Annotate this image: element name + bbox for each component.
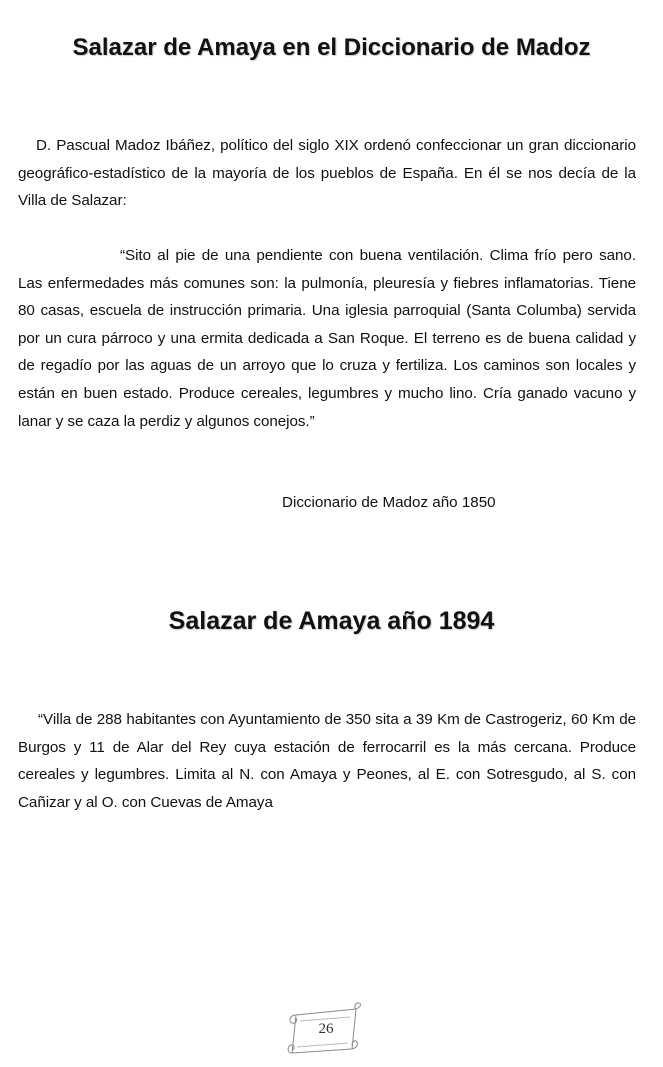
quote-1894: “Villa de 288 habitantes con Ayuntamiento de 350 sita a 39 Km de Castrogeriz, 60 Km de Burgos y 11 de Alar del Rey cuya estación de ferrocarril es la más cercana. Produce cereales y legumbres. Limita al N. con Amaya y Peones, al E. con Sotresgudo, al S. con Cañizar y al O. con Cuevas de Amaya <box>18 711 636 811</box>
madoz-quote: “Sito al pie de una pendiente con buena ventilación. Clima frío pero sano. Las enfermedades más comunes son: la pulmonía, pleuresía y fiebres inflamatorias. Tiene 80 casas, escuela de instrucción primaria. Una iglesia parroquial (Santa Columba) servida por un cura párroco y una ermita dedicada a San Roque. El terreno es de buena calidad y de regadío por las aguas de un arroyo que lo cruza y fertiliza. Los caminos son locales y están en buen estado. Produce cereales, legumbres y mucho lino. Cría ganado vacuno y lanar y se caza la perdiz y algunos conejos.” <box>18 247 636 430</box>
quote-attribution: Diccionario de Madoz año 1850 <box>282 494 496 511</box>
section-title-1894: Salazar de Amaya año 1894 <box>168 607 495 635</box>
intro-paragraph: D. Pascual Madoz Ibáñez, político del siglo XIX ordenó confeccionar un gran diccionario geográfico-estadístico de la mayoría de los pueblos de España. En él se nos decía de la Villa de Salazar: <box>18 137 636 210</box>
section-title-madoz: Salazar de Amaya en el Diccionario de Madoz <box>72 34 591 61</box>
page-number-scroll <box>286 1001 364 1059</box>
page-number: 26 <box>318 1021 334 1037</box>
